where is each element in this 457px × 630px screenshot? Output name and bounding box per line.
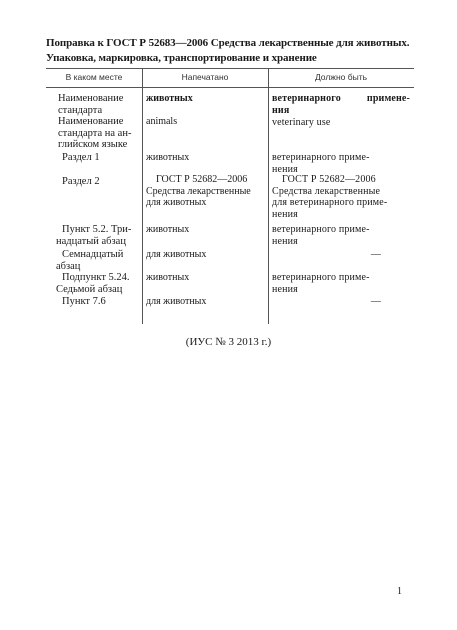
table-row-3-should: ветеринарного приме- нения (272, 152, 370, 175)
table-row-7-should: ветеринарного приме- нения (272, 272, 370, 295)
table-row-5-should: ветеринарного приме- нения (272, 224, 370, 247)
table-row-8-should: — (370, 296, 382, 307)
column-divider-1 (142, 68, 143, 324)
table-row-8-printed: для животных (146, 296, 207, 307)
header-should-be: Должно быть (314, 72, 368, 82)
header-printed: Напечатано (181, 72, 229, 82)
title-line-1: Поправка к ГОСТ Р 52683—2006 Средства лекарственные для животных. (46, 37, 410, 49)
table-row-8-place: Пункт 7.6 (62, 296, 106, 307)
document-title (46, 36, 416, 66)
table-row-2-printed: animals (146, 116, 178, 127)
table-row-6-printed: для животных (146, 249, 207, 260)
table-top-rule (46, 68, 414, 69)
title-line-2: Упаковка, маркировка, транспортирование и хранение (46, 52, 317, 64)
table-row-1-printed: животных (146, 93, 193, 104)
table-row-4-should: ГОСТ Р 52682—2006 Средства лекарственные для ветеринарного приме- нения (272, 174, 388, 220)
correction-table (46, 68, 414, 324)
table-row-2-should: veterinary use (272, 117, 331, 128)
table-row-4-printed: ГОСТ Р 52682—2006 Средства лекарственные для животных (146, 174, 251, 208)
table-row-1-place: Наименование стандарта (58, 93, 124, 116)
table-row-3-printed: животных (146, 152, 190, 163)
table-row-1-should: ветеринарного примене- ния (272, 93, 410, 116)
page-number: 1 (397, 586, 402, 597)
table-row-6-should: — (370, 249, 382, 260)
table-header-rule (46, 87, 414, 88)
table-row-5-printed: животных (146, 224, 190, 235)
header-place: В каком месте (65, 72, 123, 82)
table-row-7-printed: животных (146, 272, 190, 283)
table-row-5-place: Пункт 5.2. Три- надцатый абзац (56, 224, 132, 247)
table-row-6-place: Семнадцатый абзац (56, 249, 124, 272)
table-row-4-place: Раздел 2 (62, 176, 100, 187)
table-row-2-place: Наименование стандарта на ан- глийском языке (58, 116, 132, 150)
table-row-3-place: Раздел 1 (62, 152, 100, 163)
ius-reference: (ИУС № 3 2013 г.) (185, 336, 272, 348)
table-row-7-place: Подпункт 5.24. Седьмой абзац (56, 272, 130, 295)
